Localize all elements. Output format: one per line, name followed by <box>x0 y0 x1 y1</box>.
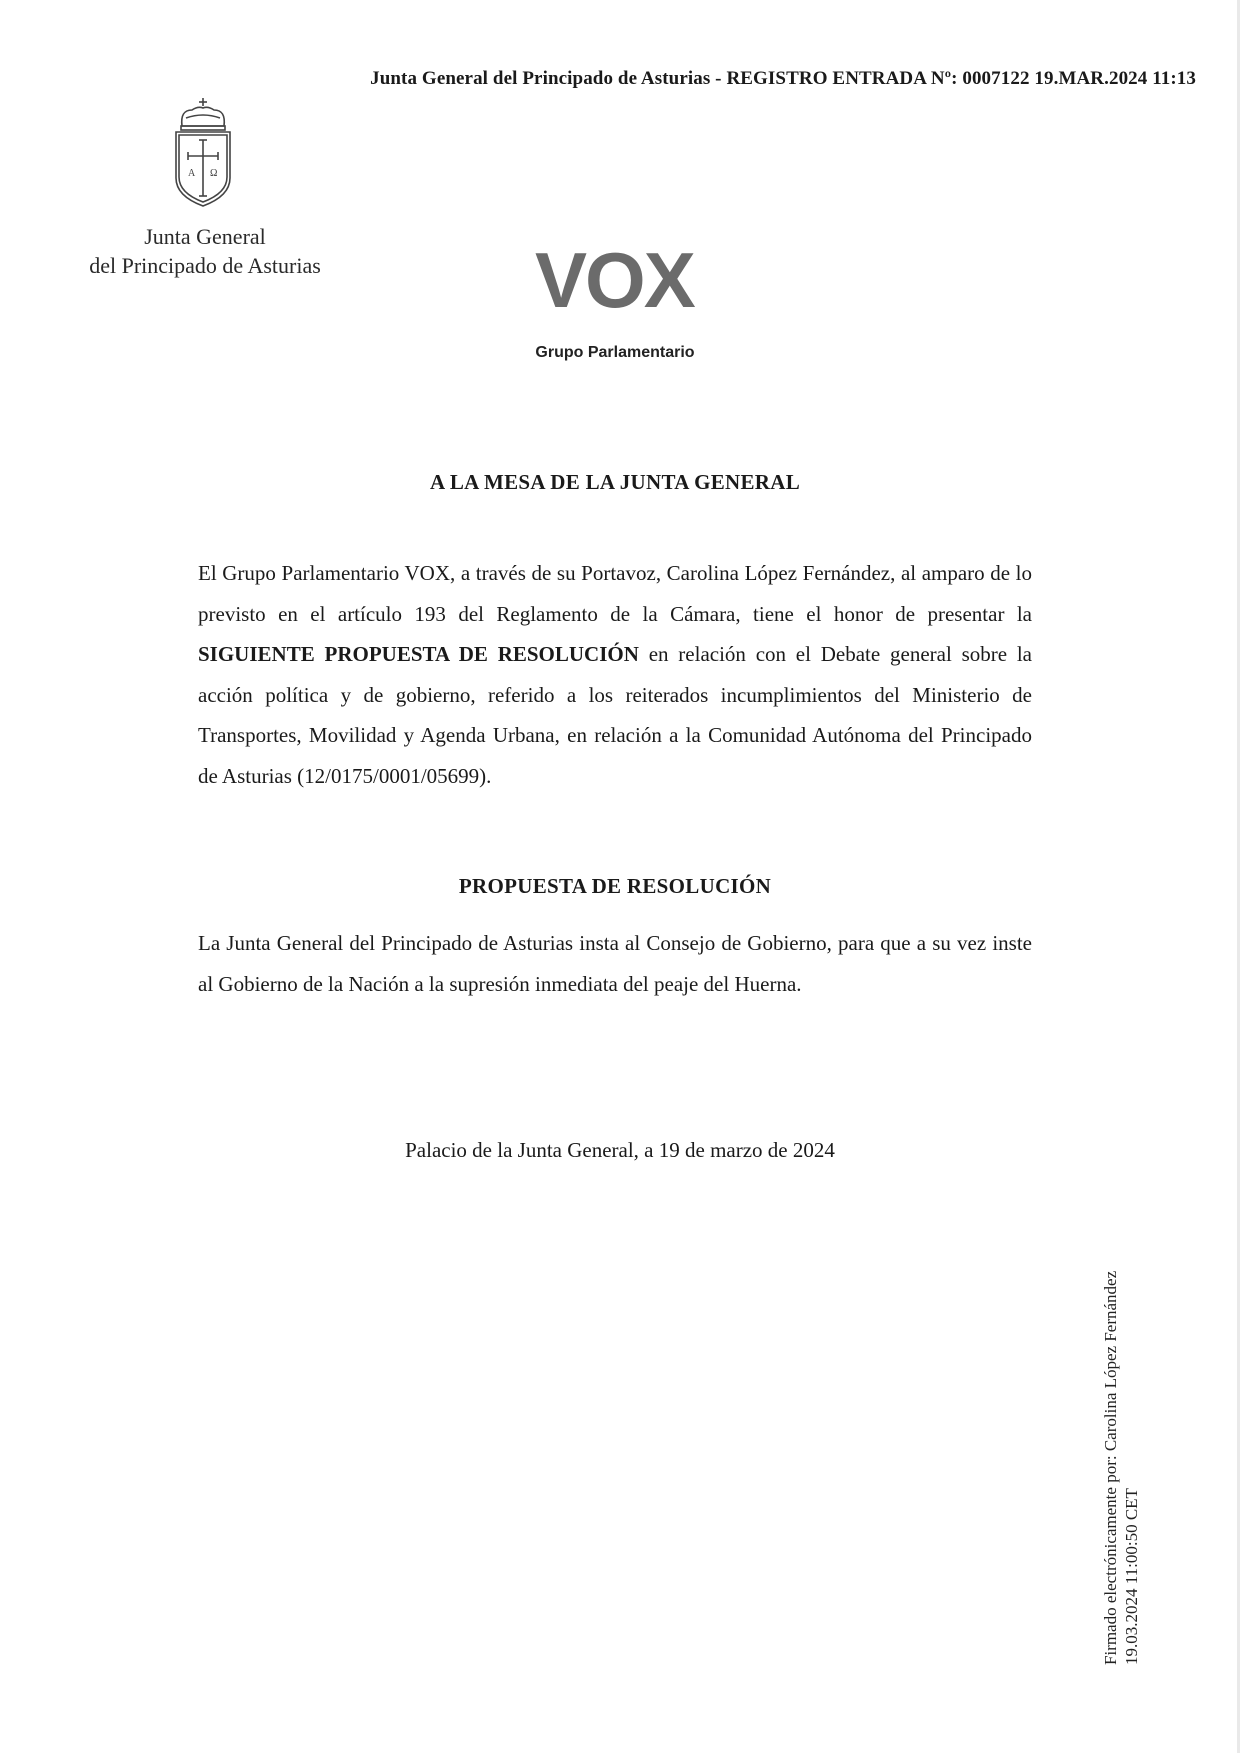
intro-paragraph <box>198 553 1032 796</box>
intro-text-bold: SIGUIENTE PROPUESTA DE RESOLUCIÓN <box>198 642 639 666</box>
intro-text-part1: El Grupo Parlamentario VOX, a través de su Portavoz, Carolina López Fernández, al amparo de lo previsto en el artículo 193 del Reglamento de la Cámara, tiene el honor de presentar la <box>198 561 1032 626</box>
institution-name <box>60 222 350 280</box>
asturias-coat-of-arms-icon <box>168 96 238 216</box>
institution-name-line1: Junta General <box>144 224 266 249</box>
signature-line1: Firmado electrónicamente por: Carolina López Fernández <box>1101 1270 1120 1665</box>
place-date: Palacio de la Junta General, a 19 de marzo de 2024 <box>405 1138 835 1162</box>
vox-logo: VOX <box>535 236 694 324</box>
svg-text:A: A <box>188 168 196 179</box>
registry-stamp: Junta General del Principado de Asturias - REGISTRO ENTRADA Nº: 0007122 19.MAR.2024 11:13 <box>370 68 1196 89</box>
svg-text:Ω: Ω <box>210 168 218 179</box>
institution-name-line2: del Principado de Asturias <box>89 253 321 278</box>
resolution-heading: PROPUESTA DE RESOLUCIÓN <box>458 874 772 898</box>
signature-line2: 19.03.2024 11:00:50 CET <box>1122 1488 1141 1665</box>
resolution-paragraph: La Junta General del Principado de Asturias insta al Consejo de Gobierno, para que a su vez inste al Gobierno de la Nación a la supresión inmediata del peaje del Huerna. <box>198 931 1032 996</box>
electronic-signature-note <box>1100 1225 1152 1665</box>
parliamentary-group-label: Grupo Parlamentario <box>535 344 695 361</box>
addressee-heading: A LA MESA DE LA JUNTA GENERAL <box>429 470 801 494</box>
intro-text-part2: en relación con el Debate general sobre la acción política y de gobierno, referido a los reiterados incumplimientos del Ministerio de Transportes, Movilidad y Agenda Urbana, en relación a la Comunidad Autónoma del Principado de Asturias (12/0175/0001/05699). <box>198 642 1032 788</box>
